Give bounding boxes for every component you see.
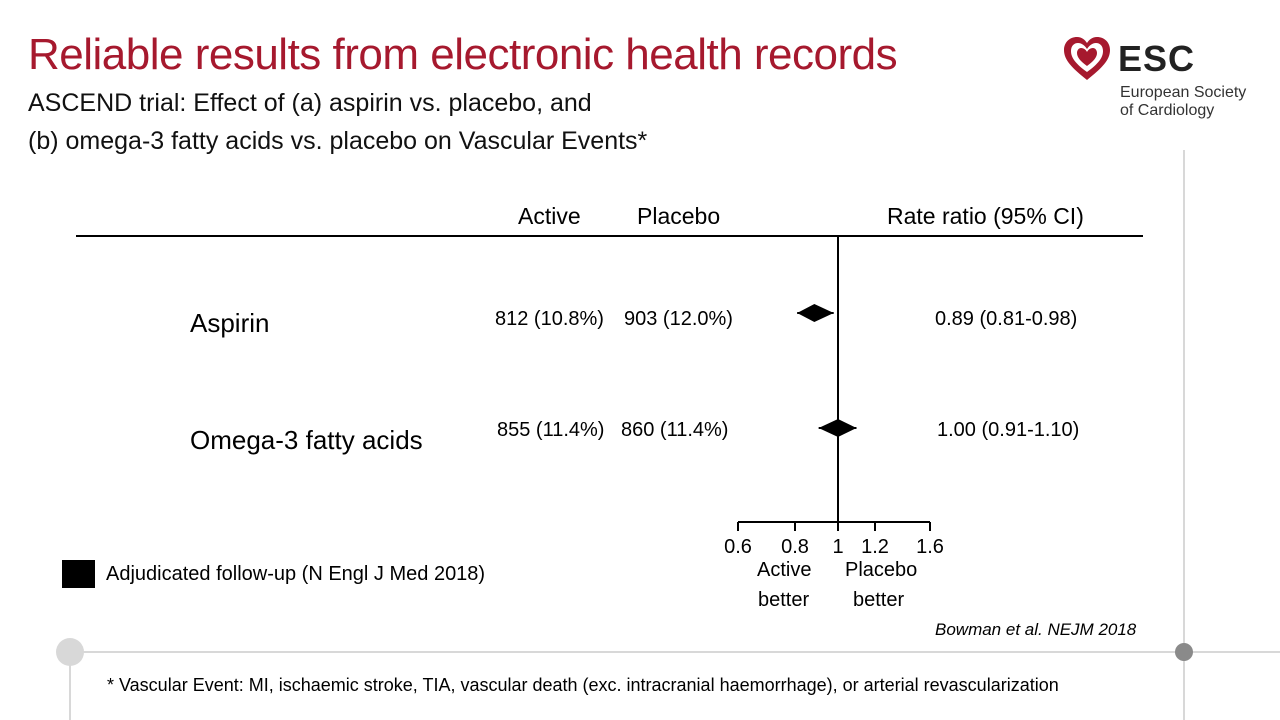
column-header-placebo: Placebo — [637, 203, 721, 229]
row-rr-aspirin: 0.89 (0.81-0.98) — [935, 308, 1078, 330]
direction-left-line2: better — [758, 589, 810, 611]
estimate-diamond — [819, 419, 857, 437]
direction-right-line1: Placebo — [845, 559, 918, 581]
row-rr-omega3: 1.00 (0.91-1.10) — [937, 419, 1080, 441]
legend-label: Adjudicated follow-up (N Engl J Med 2018) — [106, 563, 486, 585]
row-active-aspirin: 812 (10.8%) — [495, 308, 604, 330]
footnote: * Vascular Event: MI, ischaemic stroke, TIA, vascular death (exc. intracranial haemorrhage), or arterial revascularization — [107, 675, 1059, 695]
row-label-omega3: Omega-3 fatty acids — [190, 425, 423, 455]
x-tick-label: 1.2 — [861, 536, 889, 558]
x-tick-label: 0.6 — [724, 536, 752, 558]
legend-swatch — [62, 560, 95, 588]
column-header-rate-ratio: Rate ratio (95% CI) — [887, 203, 1084, 229]
direction-right-line2: better — [853, 589, 905, 611]
x-tick-label: 1.6 — [916, 536, 944, 558]
direction-left-line1: Active — [757, 559, 812, 581]
column-header-active: Active — [518, 203, 581, 229]
row-label-aspirin: Aspirin — [190, 308, 270, 338]
row-placebo-aspirin: 903 (12.0%) — [624, 308, 733, 330]
estimate-diamond — [797, 304, 834, 322]
logo-line1: European Society — [1120, 84, 1247, 101]
slide-subtitle-line2: (b) omega-3 fatty acids vs. placebo on Vascular Events* — [28, 127, 648, 155]
slide-title: Reliable results from electronic health records — [28, 30, 898, 79]
logo-wordmark: ESC — [1118, 38, 1196, 79]
x-tick-label: 1 — [832, 536, 844, 558]
logo-line2: of Cardiology — [1120, 102, 1215, 119]
citation: Bowman et al. NEJM 2018 — [935, 620, 1137, 639]
row-active-omega3: 855 (11.4%) — [497, 419, 605, 441]
row-placebo-omega3: 860 (11.4%) — [621, 419, 729, 441]
x-tick-label: 0.8 — [781, 536, 809, 558]
slide-subtitle-line1: ASCEND trial: Effect of (a) aspirin vs. placebo, and — [28, 89, 592, 117]
